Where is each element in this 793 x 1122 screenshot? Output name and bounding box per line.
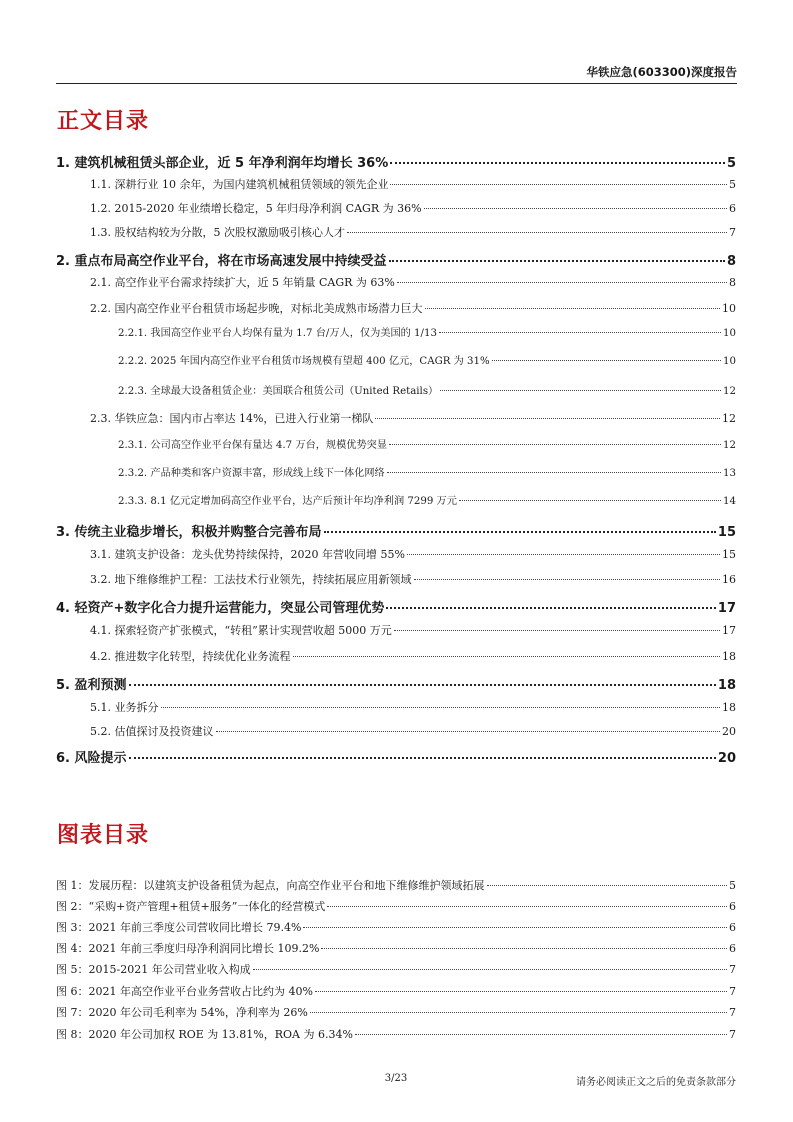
figure-entry[interactable] — [56, 961, 736, 977]
toc-entry-page: 20 — [717, 751, 736, 766]
figure-entry-page: 6 — [729, 900, 736, 913]
page-number: 3/23 — [384, 1073, 408, 1084]
toc-entry-label: 1.1. 深耕行业 10 余年，为国内建筑机械租赁领域的领先企业 — [90, 178, 389, 191]
toc-entry-label: 2.3.1. 公司高空作业平台保有量达 4.7 万台，规模优势突显 — [118, 440, 388, 451]
dot-leader — [390, 184, 727, 185]
toc-entry-level-2[interactable] — [56, 410, 736, 426]
toc-entry-level-3[interactable] — [56, 382, 736, 397]
toc-entry-page: 18 — [722, 701, 736, 714]
toc-entry-label: 2.2.2. 2025 年国内高空作业平台租赁市场规模有望超 400 亿元，CAGR 为 31% — [118, 356, 490, 367]
figure-list-title: 图表目录 — [57, 823, 150, 848]
toc-entry-label: 1. 建筑机械租赁头部企业，近 5 年净利润年均增长 36% — [56, 156, 389, 171]
toc-entry-level-2[interactable] — [56, 622, 736, 638]
figure-entry[interactable] — [56, 1004, 736, 1020]
toc-entry-level-2[interactable] — [56, 300, 736, 316]
toc-entry-page: 10 — [722, 302, 736, 315]
page-footer — [56, 1073, 736, 1091]
dot-leader — [253, 969, 727, 970]
toc-entry-page: 10 — [723, 356, 736, 367]
toc-entry-page: 15 — [722, 548, 736, 561]
figure-entry[interactable] — [56, 919, 736, 935]
toc-entry-page: 8 — [729, 276, 736, 289]
toc-entry-page: 15 — [717, 525, 736, 540]
dot-leader — [355, 1034, 727, 1035]
toc-entry-level-2[interactable] — [56, 224, 736, 240]
dot-leader — [487, 885, 728, 886]
toc-entry-label: 1.3. 股权结构较为分散，5 次股权激励吸引核心人才 — [90, 226, 345, 239]
figure-entry-page: 7 — [729, 985, 736, 998]
toc-entry-level-3[interactable] — [56, 352, 736, 367]
toc-entry-label: 5. 盈利预测 — [56, 678, 127, 693]
toc-entry-page: 12 — [723, 440, 736, 451]
toc-entry-label: 3.2. 地下维修维护工程：工法技术行业领先，持续拓展应用新领域 — [90, 573, 412, 586]
toc-entry-level-3[interactable] — [56, 436, 736, 451]
figure-entry[interactable] — [56, 1026, 736, 1042]
dot-leader — [324, 531, 716, 533]
toc-entry-level-3[interactable] — [56, 324, 736, 339]
toc-entry-label: 2.3.2. 产品种类和客户资源丰富，形成线上线下一体化网络 — [118, 468, 385, 479]
toc-title: 正文目录 — [57, 109, 150, 134]
toc-entry-label: 3.1. 建筑支护设备：龙头优势持续保持，2020 年营收同增 55% — [90, 548, 405, 561]
figure-entry-page: 6 — [729, 942, 736, 955]
toc-entry-level-3[interactable] — [56, 464, 736, 479]
figure-entry-label: 图 4：2021 年前三季度归母净利润同比增长 109.2% — [56, 942, 320, 955]
figure-entry-page: 5 — [729, 879, 736, 892]
figure-entry-label: 图 2：“采购+资产管理+租赁+服务”一体化的经营模式 — [56, 900, 326, 913]
dot-leader — [459, 500, 721, 501]
toc-entry-page: 12 — [723, 386, 736, 397]
report-header-title: 华铁应急(603300)深度报告 — [586, 65, 737, 79]
toc-entry-label: 4.1. 探索轻资产扩张模式，“转租”累计实现营收超 5000 万元 — [90, 624, 392, 637]
toc-entry-level-2[interactable] — [56, 274, 736, 290]
toc-entry-level-2[interactable] — [56, 571, 736, 587]
report-header — [56, 62, 737, 82]
dot-leader — [129, 684, 716, 686]
toc-entry-label: 2.3.3. 8.1 亿元定增加码高空作业平台，达产后预计年均净利润 7299 万元 — [118, 496, 457, 507]
figure-entry-label: 图 8：2020 年公司加权 ROE 为 13.81%，ROA 为 6.34% — [56, 1028, 353, 1041]
toc-entry-label: 6. 风险提示 — [56, 751, 127, 766]
toc-entry-label: 2. 重点布局高空作业平台，将在市场高速发展中持续受益 — [56, 254, 387, 269]
figure-entry-label: 图 7：2020 年公司毛利率为 54%，净利率为 26% — [56, 1006, 308, 1019]
toc-entry-page: 20 — [722, 725, 736, 738]
dot-leader — [347, 232, 727, 233]
figure-entry-page: 6 — [729, 921, 736, 934]
figure-entry-page: 7 — [729, 963, 736, 976]
figure-entry-page: 7 — [729, 1006, 736, 1019]
figure-entry-label: 图 1：发展历程：以建筑支护设备租赁为起点，向高空作业平台和地下维修维护领域拓展 — [56, 879, 485, 892]
toc-entry-level-3[interactable] — [56, 492, 736, 507]
toc-entry-level-1[interactable] — [56, 250, 736, 269]
figure-entry[interactable] — [56, 898, 736, 914]
toc-entry-level-2[interactable] — [56, 699, 736, 715]
figure-entry-page: 7 — [729, 1028, 736, 1041]
dot-leader — [425, 308, 721, 309]
toc-entry-level-2[interactable] — [56, 546, 736, 562]
dot-leader — [293, 656, 721, 657]
toc-entry-label: 5.2. 估值探讨及投资建议 — [90, 725, 214, 738]
figure-entry-label: 图 6：2021 年高空作业平台业务营收占比约为 40% — [56, 985, 313, 998]
toc-entry-level-1[interactable] — [56, 674, 736, 693]
dot-leader — [492, 360, 721, 361]
toc-entry-page: 6 — [729, 202, 736, 215]
toc-entry-page: 8 — [726, 254, 736, 269]
toc-entry-page: 7 — [729, 226, 736, 239]
toc-entry-page: 17 — [717, 601, 736, 616]
dot-leader — [327, 906, 727, 907]
dot-leader — [161, 707, 721, 708]
toc-entry-page: 5 — [726, 156, 736, 171]
toc-entry-label: 2.2. 国内高空作业平台租赁市场起步晚，对标北美成熟市场潜力巨大 — [90, 302, 423, 315]
dot-leader — [439, 332, 721, 333]
dot-leader — [310, 1012, 727, 1013]
toc-entry-label: 1.2. 2015-2020 年业绩增长稳定，5 年归母净利润 CAGR 为 36% — [90, 202, 422, 215]
toc-entry-page: 16 — [722, 573, 736, 586]
toc-entry-page: 12 — [722, 412, 736, 425]
toc-entry-label: 3. 传统主业稳步增长，积极并购整合完善布局 — [56, 525, 322, 540]
dot-leader — [387, 472, 721, 473]
dot-leader — [440, 390, 721, 391]
dot-leader — [315, 991, 727, 992]
toc-entry-level-2[interactable] — [56, 648, 736, 664]
dot-leader — [303, 927, 727, 928]
toc-entry-level-2[interactable] — [56, 176, 736, 192]
figure-entry[interactable] — [56, 940, 736, 956]
toc-entry-page: 14 — [723, 496, 736, 507]
dot-leader — [389, 260, 725, 262]
toc-entry-level-1[interactable] — [56, 152, 736, 171]
toc-entry-label: 2.3. 华铁应急：国内市占率达 14%，已进入行业第一梯队 — [90, 412, 374, 425]
figure-entry[interactable] — [56, 983, 736, 999]
toc-entry-level-1[interactable] — [56, 521, 736, 540]
toc-entry-label: 4.2. 推进数字化转型，持续优化业务流程 — [90, 650, 291, 663]
dot-leader — [414, 579, 721, 580]
toc-entry-page: 10 — [723, 328, 736, 339]
disclaimer-note: 请务必阅读正文之后的免责条款部分 — [576, 1077, 736, 1088]
dot-leader — [375, 418, 720, 419]
dot-leader — [321, 948, 727, 949]
toc-entry-label: 2.1. 高空作业平台需求持续扩大，近 5 年销量 CAGR 为 63% — [90, 276, 395, 289]
toc-entry-page: 13 — [723, 468, 736, 479]
toc-entry-level-1[interactable] — [56, 747, 736, 766]
toc-entry-page: 5 — [729, 178, 736, 191]
toc-entry-page: 18 — [717, 678, 736, 693]
dot-leader — [386, 607, 716, 609]
figure-entry-label: 图 3：2021 年前三季度公司营收同比增长 79.4% — [56, 921, 302, 934]
toc-entry-label: 2.2.1. 我国高空作业平台人均保有量为 1.7 台/万人，仅为美国的 1/13 — [118, 328, 437, 339]
toc-entry-label: 2.2.3. 全球最大设备租赁企业：美国联合租赁公司（United Retails） — [118, 386, 439, 397]
dot-leader — [216, 731, 721, 732]
dot-leader — [394, 630, 720, 631]
toc-entry-page: 18 — [722, 650, 736, 663]
toc-entry-page: 17 — [722, 624, 736, 637]
toc-entry-level-2[interactable] — [56, 723, 736, 739]
figure-entry[interactable] — [56, 877, 736, 893]
dot-leader — [129, 757, 716, 759]
toc-entry-label: 4. 轻资产+数字化合力提升运营能力，突显公司管理优势 — [56, 601, 385, 616]
toc-entry-level-1[interactable] — [56, 597, 736, 616]
dot-leader — [397, 282, 727, 283]
toc-entry-label: 5.1. 业务拆分 — [90, 701, 159, 714]
dot-leader — [424, 208, 727, 209]
header-divider — [56, 83, 737, 84]
figure-entry-label: 图 5：2015-2021 年公司营业收入构成 — [56, 963, 251, 976]
dot-leader — [390, 162, 725, 164]
dot-leader — [389, 444, 721, 445]
dot-leader — [407, 554, 720, 555]
toc-entry-level-2[interactable] — [56, 200, 736, 216]
